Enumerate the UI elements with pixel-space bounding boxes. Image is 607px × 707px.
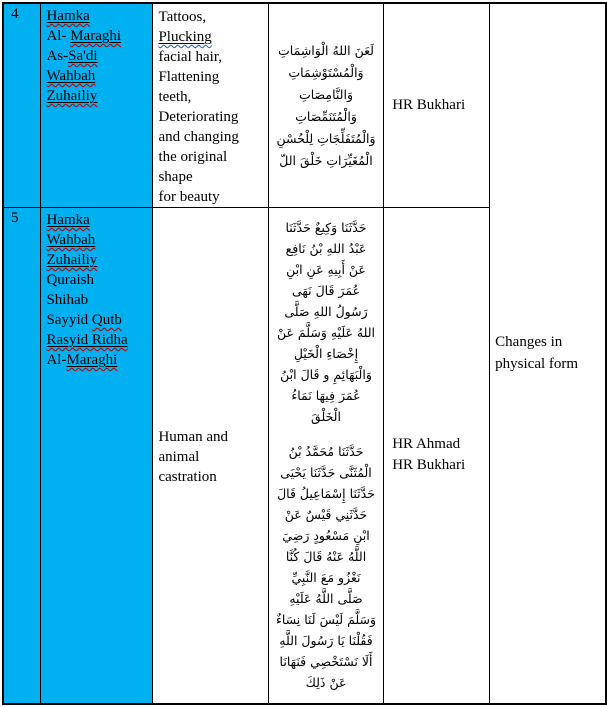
hadith-line xyxy=(270,301,382,322)
issue-line xyxy=(158,427,265,447)
row-number-cell xyxy=(3,208,41,704)
text-segment: وَالْبَهَائِمِ و قَالَ ابْنُ xyxy=(280,367,372,383)
text-segment: Rasyid Ridha xyxy=(46,332,128,348)
text-segment: Wahbah xyxy=(46,68,96,84)
text-segment: Al- xyxy=(46,28,71,44)
scholar-name xyxy=(46,290,150,310)
text-segment: shape xyxy=(158,169,193,185)
hadith-line xyxy=(270,150,382,172)
text-segment: عُمَرَ قَالَ نَهَى xyxy=(291,283,361,299)
hadith-line xyxy=(270,504,382,525)
hadith-cell xyxy=(268,208,383,704)
hadith-line xyxy=(270,462,382,483)
text-segment: ابْنِ مَسْعُودٍ رَضِيَ xyxy=(282,528,370,544)
scholar-name xyxy=(46,230,150,250)
text-segment: الْخَلْقَ xyxy=(311,409,341,425)
text-segment: Qutb xyxy=(91,312,122,328)
scholar-name xyxy=(46,26,150,46)
text-segment: Al- xyxy=(46,352,67,368)
issue-line xyxy=(158,187,265,207)
scholar-name xyxy=(46,330,150,350)
hadith-line xyxy=(270,40,382,62)
issue-text xyxy=(158,7,265,207)
text-segment: and changing xyxy=(158,129,239,145)
issue-line xyxy=(158,447,265,467)
text-segment: Maraghi xyxy=(66,352,118,368)
text-segment: HR Ahmad xyxy=(392,436,461,453)
hadith-text-2 xyxy=(270,441,382,693)
scholars-list xyxy=(46,210,150,370)
hadith-line xyxy=(270,364,382,385)
row-number-cell xyxy=(3,3,41,208)
text-segment: Flattening xyxy=(158,69,220,85)
hadith-line xyxy=(270,322,382,343)
text-segment: castration xyxy=(158,468,217,485)
text-segment: وَسَلَّمَ لَيْسَ لَنَا نِسَاءٌ xyxy=(275,612,377,628)
text-segment: the original xyxy=(158,149,228,165)
text-segment: Sa'di xyxy=(68,48,98,64)
text-segment: رَسُولُ اللهِ صَلَّى xyxy=(284,304,368,320)
source-text xyxy=(392,95,489,116)
text-segment: وَالْمُتَفَلِّجَاتِ لِلْحُسْنِ xyxy=(276,130,376,146)
hadith-line xyxy=(270,238,382,259)
scholars-cell xyxy=(41,208,153,704)
text-segment: Wahbah xyxy=(46,232,96,248)
scholar-name xyxy=(46,210,150,230)
text-segment: إِخْصَاءِ الْخَيْلِ xyxy=(293,346,359,362)
text-segment: عَبْدُ اللهِ بْنُ نَافِع xyxy=(285,241,367,257)
issue-text xyxy=(158,427,265,487)
text-segment: Quraish xyxy=(46,272,94,288)
text-segment: عُمَرَ فِيهَا نَمَاءُ xyxy=(291,388,361,404)
text-segment: نَغْزُو مَعَ النَّبِيِّ xyxy=(291,570,361,586)
source-line xyxy=(392,455,489,476)
text-segment: عَنْ أَبِيهِ عَنِ ابْنِ xyxy=(286,262,366,278)
hadith-line xyxy=(270,588,382,609)
scholar-name xyxy=(46,6,150,26)
text-segment: facial hair, xyxy=(158,49,222,65)
text-segment: وَالنَّامِصَاتِ xyxy=(298,86,353,102)
hadith-line xyxy=(270,280,382,301)
table-row-4 xyxy=(3,3,606,208)
text-segment: Shihab xyxy=(46,292,89,308)
row-number: 4 xyxy=(11,6,19,22)
issue-line xyxy=(158,7,265,27)
hadith-line xyxy=(270,651,382,672)
text-segment: حَدَّثَنَا إِسْمَاعِيلُ قَالَ xyxy=(277,486,375,502)
hadith-line xyxy=(270,217,382,238)
issue-line xyxy=(158,87,265,107)
issue-line xyxy=(158,467,265,487)
text-segment: Human and xyxy=(158,428,229,445)
issue-line xyxy=(158,67,265,87)
hadith-line xyxy=(270,343,382,364)
issue-cell xyxy=(153,208,268,704)
source-line xyxy=(392,95,489,116)
text-segment: فَقُلْنَا يَا رَسُولَ اللَّهِ xyxy=(279,633,373,649)
hadith-line xyxy=(270,609,382,630)
hadith-line xyxy=(270,483,382,504)
hadith-line xyxy=(270,62,382,84)
issue-line xyxy=(158,147,265,167)
text-segment: حَدَّثَنِي قَيْسٌ عَنْ xyxy=(284,507,368,523)
issue-line xyxy=(158,167,265,187)
source-cell xyxy=(384,3,490,208)
hadith-line xyxy=(270,546,382,567)
issue-line xyxy=(158,47,265,67)
text-segment: حَدَّثَنَا مُحَمَّدُ بْنُ xyxy=(288,444,364,460)
hadith-line xyxy=(270,672,382,693)
scholars-opinions-table xyxy=(2,2,607,705)
scholars-cell xyxy=(41,3,153,208)
text-segment: Maraghi xyxy=(70,28,122,44)
category-text: Changes in physical form xyxy=(495,334,579,373)
scholars-list xyxy=(46,6,150,106)
hadith-line xyxy=(270,567,382,588)
text-segment: أَلَا نَسْتَخْصِي فَنَهَانَا xyxy=(279,654,373,670)
scholar-name xyxy=(46,66,150,86)
hadith-cell xyxy=(268,3,383,208)
hadith-line xyxy=(270,406,382,427)
issue-cell xyxy=(153,3,268,208)
hadith-text-1 xyxy=(270,217,382,427)
hadith-gap xyxy=(270,427,382,441)
text-segment: الْمُثَنَّى حَدَّثَنَا يَحْيَى xyxy=(280,465,372,481)
hadith-line xyxy=(270,525,382,546)
text-segment: اللَّهُ عَنْهُ قَالَ كُنَّا xyxy=(285,549,367,565)
text-segment: الْمُغَيِّرَاتِ خَلْقَ اللّ xyxy=(279,152,373,168)
scholar-name xyxy=(46,86,150,106)
scholar-name xyxy=(46,46,150,66)
hadith-text xyxy=(270,40,382,172)
text-segment: HR Bukhari xyxy=(392,457,466,474)
text-segment: teeth, xyxy=(158,89,192,105)
text-segment: animal xyxy=(158,448,200,465)
text-segment: Hamka xyxy=(46,212,90,228)
category-cell xyxy=(490,3,606,704)
text-segment: حَدَّثَنَا وَكِيعٌ حَدَّثَنَا xyxy=(285,220,367,236)
source-line xyxy=(392,434,489,455)
text-segment: As- xyxy=(46,48,69,64)
scholar-name xyxy=(46,270,150,290)
text-segment: اللهُ عَلَيْهِ وَسَلَّمَ عَنْ xyxy=(276,325,376,341)
text-segment: Zuhailiy xyxy=(46,88,98,104)
hadith-line xyxy=(270,128,382,150)
text-segment: Zuhailiy xyxy=(46,252,98,268)
issue-line xyxy=(158,27,265,47)
text-segment: Deteriorating xyxy=(158,109,239,125)
hadith-line xyxy=(270,259,382,280)
text-segment: Plucking xyxy=(158,29,212,45)
issue-line xyxy=(158,127,265,147)
source-text xyxy=(392,434,489,476)
text-segment: HR Bukhari xyxy=(392,97,466,113)
hadith-line xyxy=(270,385,382,406)
text-segment: Tattoos, xyxy=(158,9,207,25)
scholar-name xyxy=(46,350,150,370)
text-segment: عَنْ ذَلِكَ xyxy=(305,675,347,691)
text-segment: for beauty xyxy=(158,189,220,205)
text-segment: Hamka xyxy=(46,8,90,24)
text-segment: وَالْمُسْتَوْشِمَاتِ xyxy=(288,64,364,80)
source-cell xyxy=(384,208,490,704)
text-segment: وَالْمُتَنَمِّصَاتِ xyxy=(295,108,357,124)
scholar-name xyxy=(46,250,150,270)
hadith-line xyxy=(270,84,382,106)
issue-line xyxy=(158,107,265,127)
scholar-name xyxy=(46,310,150,330)
text-segment: لَعَنَ اللهُ الْوَاشِمَاتِ xyxy=(278,42,374,58)
hadith-line xyxy=(270,441,382,462)
text-segment: صَلَّى اللَّهُ عَلَيْهِ xyxy=(289,591,363,607)
row-number: 5 xyxy=(11,210,19,226)
text-segment: Sayyid xyxy=(46,312,92,328)
hadith-line xyxy=(270,630,382,651)
hadith-line xyxy=(270,106,382,128)
